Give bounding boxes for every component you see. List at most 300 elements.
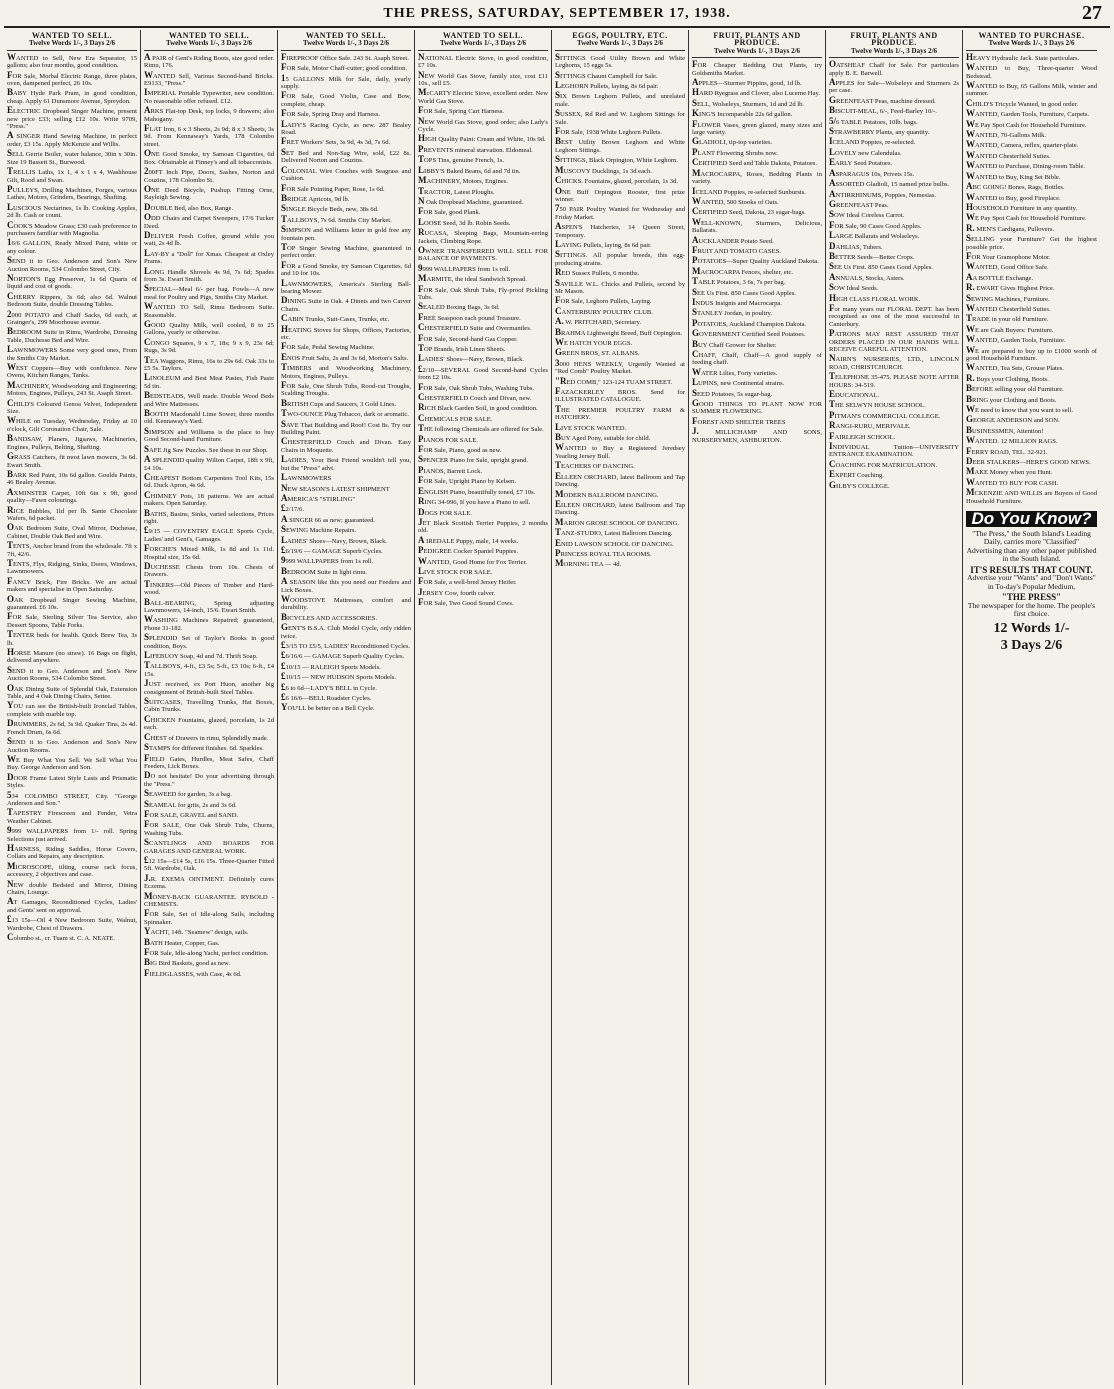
classified-ad: OWNER TRANSFERRED WILL SELL FOR BALANCE OF PAYMENTS. [418, 244, 548, 263]
classified-ad: FOR Sale Pointing Paper, Rose, 1s 6d. [281, 182, 385, 193]
classified-ad: FOR Sale, Motor Chaff-cutter; good condition. [281, 62, 408, 73]
classified-ad: FOR Sale, Second-hand Gas Copper. [418, 332, 518, 343]
classified-ad: CHESTERFIELD Couch and Divan. Easy Chairs in Moquette. [281, 436, 411, 454]
classified-ad: NORTON'S Egg Preserver, 1s 6d Quarts of liquid and cost of goods. [7, 272, 137, 291]
rates-line: Twelve Words 1/-, 3 Days 2/6 [144, 40, 274, 50]
classified-ad: BATH Heater, Copper, Gas. [144, 936, 220, 947]
classified-ad: J.R. EXEMA OINTMENT. Definitely cures Eczema. [144, 872, 274, 891]
classified-ad: WOODSTOVE Mattresses, comfort and durability. [281, 593, 411, 612]
classified-ad: "RED COMB," 123-124 TUAM STREET. [555, 375, 673, 386]
promo-box-line: 3 Days 2/6 [1000, 638, 1063, 654]
classified-ad: GREEN BROS, ST. ALBANS. [555, 347, 640, 358]
classified-column [826, 30, 963, 1385]
classified-ad: YACHT, 14ft. "Seamew" design, sails. [144, 926, 249, 937]
classified-ad: ASPEN'S Hatcheries, 14 Queen Street, Temporary. [555, 221, 685, 239]
classified-ad: DUCHESSE Chests from 10s. Chests of Drawers. [144, 560, 274, 579]
classified-ad: FOR Sale, Sterling Silver Tea Service, also Dessert Spoons, Table Forks. [7, 611, 137, 629]
classified-ad: SEAWEED for garden, 3s a bag. [144, 788, 232, 799]
classified-ad: GLADIOLI, tip-top varieties. [692, 136, 773, 147]
classified-ad: MACROCARPA Fences, shelter, etc. [692, 265, 794, 276]
classified-ad: MACROCARPA, Roses, Bedding Plants in variety. [692, 167, 822, 186]
classified-ad: A SPLENDID quality Wilton Carpet, 18ft x 9ft, £4 10s. [144, 454, 274, 472]
classified-ad: 750 PAIR Poultry Wanted for Wednesday and Friday Market. [555, 203, 685, 221]
classified-ad: OATSHEAF Chaff for Sale. For particulars apply B. E. Barwell. [829, 59, 959, 77]
section-heading: WANTED TO SELL. [305, 31, 387, 40]
classified-ad: NEW double Bedsted and Mirror, Dining Chairs, Lounge. [7, 878, 137, 896]
classified-ad: NEW SEASON'S LATEST SHIPMENT [281, 482, 390, 493]
classified-ad: 2000 POTATO and Chaff Sacks, 6d each, at Grainger's, 299 Moorhouse avenue. [7, 308, 137, 326]
classified-ad: FIELD Gates, Hurdles, Meat Safes, Chaff Feeders, Lick Boxes. [144, 752, 274, 770]
classified-ad: SELLING your Furniture? Get the highest possible price. [966, 233, 1097, 251]
classified-ad: HIGH Quality Paint: Cream and White, 10s 9d. [418, 133, 546, 144]
classified-ad: A SEASON like this you need our Feeders and Lick Boxes. [281, 576, 411, 594]
classified-ad: YOU can see the British-built Ironclad Tables, complete with marble top. [7, 700, 137, 718]
classified-ad: FOR Cheaper Bedding Out Plants, try Goldsmiths Market. [692, 59, 822, 77]
classified-ad: CHILD'S Coloured Genoa Velvet, Independent Size. [7, 397, 137, 416]
classified-ad: WANTED, 500 Stooks of Oats. [692, 195, 779, 206]
classified-ad: BUY Chaff Grower for Shelter. [692, 338, 777, 349]
classified-ad: MONEY-BACK GUARANTEE. RYBOLD - CHEMISTS. [144, 890, 274, 908]
classified-ad: £6 16/6—BELL Roadster Cycles. [281, 692, 372, 703]
classified-ad: ABC GOING! Bones, Rags, Bottles. [966, 181, 1065, 192]
classified-ad: GREENFEAST Peas. [829, 198, 889, 209]
classified-ad: JERSEY Cow, fourth calver. [418, 586, 496, 597]
classified-ad: MUSCOVY Ducklings, 1s 3d each. [555, 164, 652, 175]
classified-ad: WE Pay Spot Cash for Household Furniture. [966, 118, 1087, 129]
classified-ad: SAVILLE W.L. Chicks and Pullets, second by Mr Mason. [555, 277, 685, 295]
classified-ad: FOR Sale, Two Good Sound Cows. [418, 597, 514, 608]
classified-ad: WHILE on Tuesday, Wednesday, Friday at 10 o'clock, Gilt Coronation Chair, Sale. [7, 415, 137, 433]
classified-ad: WANTED to Buy, 65 Gallons Milk, winter and summer. [966, 80, 1097, 98]
classified-ad: £2/17/6. [281, 503, 304, 514]
classified-ad: WATER Lilies, Forty varieties. [692, 366, 778, 377]
classified-ad: DEER STALKERS—HERE'S GOOD NEWS. [966, 456, 1091, 467]
classified-ad: WANTED to Purchase, Dining-room Table. [966, 160, 1086, 171]
section-heading: WANTED TO SELL. [31, 31, 113, 40]
classified-ad: FOR Sale, Oak Shrub Tubs, Fly-proof Pickling Tubs. [418, 283, 548, 301]
classified-ad: TRACTOR, Latest Ploughs. [418, 185, 495, 196]
classified-ad: THE SELWYN HOUSE SCHOOL. [829, 399, 926, 410]
classified-ad: SITTINGS, Black Orpington, White Leghorn. [555, 154, 679, 165]
classified-ad: SUSSEX, Rd Red and W. Leghorn Sittings for Sale. [555, 108, 685, 126]
classified-ad: BIG Bird Baskets, good as new. [144, 957, 230, 968]
classified-ad: SEE Us First. 850 Cases Good Apples. [692, 286, 796, 297]
classified-ad: 9999 WALLPAPERS from 1/- roll. Spring Selections just arrived. [7, 825, 137, 843]
classified-ad: GRASS Catchers, fit most lawn mowers, 3s 6d. Ewart Smith. [7, 451, 137, 469]
classified-ad: DINING Suite in Oak. 4 Dinets and two Carver Chairs. [281, 295, 411, 313]
classified-ad: FOR Sale, One Shrub Tubs, Rood-cut Troughs, Scalding Troughs. [281, 380, 411, 398]
classified-column [689, 30, 826, 1385]
classified-ad: £10/15 — RALEIGH Sports Models. [281, 660, 381, 671]
rates-line: Twelve Words 1/-, 3 Days 2/6 [418, 40, 548, 50]
classified-ad: TALLBOYS, 7s 6d. Smiths City Market. [281, 213, 392, 224]
classified-ad: J. MILLICHAMP AND SONS, NURSERYMEN, ASHBURTON. [692, 426, 822, 444]
classified-ad: LINOLEUM and Best Meat Pastes, Fish Paste 5d tin. [144, 372, 274, 390]
classified-ad: LAYING Pullets, laying, 8s 6d pair. [555, 238, 652, 249]
promo-box-line: "The Press," the South Island's Leading Daily, carries more "Classified" Advertising than any other paper published in the South Island. [966, 528, 1097, 564]
classified-ad: ANNUALS, Stocks, Asters. [829, 271, 905, 282]
classified-ad: LEGHORN Pullets, laying, 8s 6d pair. [555, 80, 659, 91]
classified-ad: £9/15 — COVENTRY EAGLE Sports Cycle, Ladies' and Gent's, Gamages. [144, 525, 274, 543]
classified-ad: FOR Sale, Morbal Electric Range, three plates, oven, dampened perfect, 26 10s. [7, 69, 137, 88]
classified-ad: AT Gamages, Reconditioned Cycles, Ladies' and Gents' sent on approval. [7, 896, 137, 914]
classified-ad: KING'S Incomparable 22s 6d gallon. [692, 108, 793, 119]
classified-ad: CHEMICALS FOR SALE. [418, 412, 493, 423]
classified-ad: A PAIR of Gent's Riding Boots, size good order. Rimu, 176. [144, 51, 274, 70]
classified-ad: CHESTERFIELD Suite and Overmantles. [418, 322, 532, 333]
classified-ad: FOR Sale, 1938 White Leghorn Pullets. [555, 126, 663, 137]
classified-ad: FOR a Good Smoke, try Samoan Cigarettes. 6d and 10 for 10s. [281, 259, 411, 278]
classified-ad: SIX Brown Leghorn Pullets, and unrelated male. [555, 90, 685, 108]
classified-ad: TANZ-STUDIO, Latest Ballroom Dancing. [555, 527, 673, 538]
classified-ad: LIBBY'S Baked Beans, 6d and 7d tin. [418, 164, 521, 175]
classified-ad: FRET Workers' Sets, 3s 9d, 4s 3d, 7s 6d. [281, 136, 391, 147]
classified-ad: FERRY ROAD, TEL. 32-921. [966, 445, 1048, 456]
classified-ad: R. EWART Gives Highest Price. [966, 282, 1055, 293]
classified-ad: TAPESTRY Firescreen and Fender, Vetra Weather Cabinet. [7, 807, 137, 825]
classified-ad: FOR Sale, a well-bred Jersey Heifer. [418, 576, 517, 587]
classified-ad: 16/6 GALLON, Ready Mixed Paint, white or any colour. [7, 237, 137, 255]
classified-ad: DO not hesitate! Do your advertising through the "Press." [144, 770, 274, 788]
classified-ad: ASSORTED Gladioli, 15 named prize bulbs. [829, 178, 950, 189]
classified-ad: RUCASA, Sleeping Bags, Mountain-eering Jackets, Climbing Rope. [418, 227, 548, 245]
classified-ad: GENT'S B.S.A. Club Model Cycle, only ridden twice. [281, 622, 411, 640]
classified-ad: BATHS, Basins, Sinks, varied selections, Prices right. [144, 507, 274, 525]
classified-column [4, 30, 141, 1385]
classified-ad: HARNESS, Riding Saddles, Horse Covers, Collars and Repairs, any description. [7, 842, 137, 861]
classified-ad: WE are prepared to buy up to £1000 worth of good Household Furniture. [966, 344, 1097, 362]
classified-ad: BISCUIT-MEAL, 6/-, Feed-Barley 10/-. [829, 105, 937, 116]
classified-column [278, 30, 415, 1385]
classified-ad: ELECTRIC Dropbead Singer Machine, present new price £33; selling £12 10s. Write 9709, "Press." [7, 105, 137, 131]
classified-ad: DRUMMERS, 2s 6d, 3s 9d. Quaker Tins, 2s 4d. French Drum, 6s 6d. [7, 718, 137, 736]
classified-ad: ARKS Flat-top Desk, top locks, 9 drawers; also Mahogany. [144, 105, 274, 123]
classified-ad: CHEST of Drawers in rimu, Splendidly made. [144, 731, 269, 742]
classified-ad: TOP Brands, Irish Linen Sheets. [418, 343, 506, 353]
classified-ad: LADY'S Racing Cycle, as new. 287 Bealey Road. [281, 118, 411, 137]
classified-ad: WANTED, Good Home for Fox Terrier. [418, 555, 527, 566]
classified-ad: FOR Sale, Good Violin, Case and Bow, complete, cheap. [281, 90, 411, 108]
classified-ad: Colombo st., cr. Tuam st. C. A. NEATE. [7, 932, 115, 943]
classified-ad: RICE Bubbles, 1ld per lb. Sante Chocolate Wafers, 6d packet. [7, 504, 137, 522]
classified-ad: WANTED, 70-Gallons Milk. [966, 129, 1047, 140]
classified-ad: AUCKLANDER Potato Seed. [692, 234, 774, 245]
classified-ad: SIMPSON and Williams letter in gold free any fountain pen. [281, 224, 411, 242]
classified-columns [4, 30, 1110, 1385]
classified-ad: WANTED, Camera, reflex, quarter-plate. [966, 139, 1079, 150]
classified-ad: RING 34-996, If you have a Piano to sell. [418, 496, 531, 507]
classified-ad: SOW Ideal Coreless Carrot. [829, 209, 905, 220]
classified-column [552, 30, 689, 1385]
classified-ad: OAK Bedroom Suite, Oval Mirror, Duchesse, Cabinet, Double Oak Bed and Wire. [7, 522, 137, 540]
promo-box-line: 12 Words 1/- [993, 621, 1070, 637]
classified-ad: £10/15 — NEW HUDSON Sports Models. [281, 671, 397, 682]
classified-ad: SIMPSON and Williams is the place to buy Good Second-hand Furniture. [144, 425, 274, 444]
classified-ad: FOR Sale, Spring Dray and Harness. [281, 108, 381, 119]
classified-ad: CHILD'S Tricycle Wanted, in good order. [966, 97, 1078, 108]
classified-ad: WE Buy What You Sell. We Sell What You Buy. George Anderson and Son. [7, 753, 137, 772]
classified-ad: PREVENTS mineral starvation. Eldomeal. [418, 143, 533, 154]
classified-ad: FLAT Iron, 6 x 3 Sheets, 2s 9d; 8 x 3 Sheets, 3s 9d. From Kennaway's Yards, 178 Colombo street. [144, 123, 274, 148]
classified-ad: BETTER Seeds—Better Crops. [829, 250, 915, 261]
classified-ad: WE Pay Spot Cash for Household Furniture. [966, 212, 1087, 223]
classified-ad: SELL Gerrie Boiler, water balance, 30in x 30in. Size 19 Bassett St., Burwood. [7, 148, 137, 166]
classified-ad: WANTED Chesterfield Suites. [966, 149, 1051, 160]
classified-ad: WANTED to Buy a Registered Jeredsey Yearling Jersey Bull. [555, 442, 685, 460]
classified-ad: COLONIAL Wire Couches with Seagrass and Cushion. [281, 164, 411, 183]
rates-line: Twelve Words 1/-, 3 Days 2/6 [7, 40, 137, 50]
classified-ad: HORSE Manure (no straw). 16 Bags on flight, delivered anywhere. [7, 647, 137, 665]
classified-ad: LOVELY new Calendulas. [829, 146, 902, 157]
classified-ad: LIVE STOCK WANTED. [555, 421, 627, 432]
classified-ad: 3000 HENS WEEKLY, Urgently Wanted at "Red Comb" Poultry Market. [555, 357, 685, 376]
classified-ad: WANTED to Buy, Three-quarter Wood Bedstead. [966, 62, 1097, 80]
classified-ad: INDIVIDUAL Tuition—UNIVERSITY ENTRANCE EXAMINATION. [829, 441, 959, 459]
classified-ad: CHICKS. Fountains, glazed, porcelain, 1s 3d. [555, 175, 678, 186]
classified-ad: BABY Hyde Park Pram, in good condition, cheap. Apply 61 Dunsmore Avenue, Spreydon. [7, 87, 137, 105]
classified-ad: ODD Chairs and Carpet Sweepers, 17/6 Tucker Deed. [144, 212, 274, 230]
section-heading: WANTED TO SELL. [442, 31, 524, 40]
classified-ad: TOP Singer Sewing Machine, guaranteed in perfect order. [281, 241, 411, 260]
classified-ad: FOR SALE, GRAVEL and SAND. [144, 808, 239, 819]
classified-ad: IMPERIAL Portable Typewriter, new condition. No reasonable offer refused. £12. [144, 87, 274, 105]
classified-ad: N Oak Dropbead Machine, guaranteed. [418, 195, 524, 206]
classified-ad: TALLBOYS, 4-ft., £3 5s; 5-ft., £3 10s; 6-ft., £4 15s. [144, 660, 274, 678]
classified-ad: SEALED Boxing Bags, 3s 6d. [418, 301, 500, 312]
classified-ad: BARK Red Paint, 10s 6d gallon. Goulds Paints, 46 Bealey Avenue. [7, 468, 137, 487]
classified-ad: MORNING TEA — 4d. [555, 558, 622, 569]
classified-ad: DOGS FOR SALE. [418, 506, 472, 517]
classified-ad: GEORGE ANDERSON and SON. [966, 414, 1060, 425]
classified-ad: WE HATCH YOUR EGGS. [555, 337, 633, 347]
classified-ad: £13 15s—Oil 4 New Bedroom Suite, Walnut, Wardrobe, Chest of Drawers. [7, 914, 137, 932]
classified-ad: A SINGER Hand Sewing Machine, in perfect order, £3 15s. Apply McKenzie and Willis. [7, 130, 137, 148]
classified-ad: FREE Seaspoon each pound Treasure. [418, 311, 521, 322]
classified-ad: FOR Sale, Pedal Sewing Machine. [281, 341, 375, 352]
classified-ad: OAK Dining Suite of Splendid Oak, Extension Table, and 4 Oak Dining Chairs, Settee. [7, 682, 137, 701]
classified-ad: TENTER beds for health. Quick Brew Tea, 3s lb. [7, 629, 137, 647]
classified-ad: WANTED to Sell, New Era Separator, 15 gallons; also four months, good condition. [7, 51, 137, 70]
classified-ad: THE PREMIER POULTRY FARM & HATCHERY. [555, 403, 685, 422]
classified-ad: JUST received, ex Port Huon, another big consignment of British-built Steel Tables. [144, 678, 274, 696]
classified-ad: SEND it to Geo. Anderson and Son's New Auction Rooms, 534 Colombo Street, City. [7, 255, 137, 273]
classified-ad: HEATING Stoves for Shops, Offices, Factories, etc. [281, 323, 411, 341]
classified-ad: HARD Ryegrass and Clover, also Lucerne Hay. [692, 87, 821, 98]
classified-ad: 5/6 TABLE Potatoes, 10lb. bags. [829, 115, 918, 126]
classified-ad: GOOD THINGS TO PLANT NOW FOR SUMMER FLOWERING. [692, 398, 822, 416]
classified-ad: WANTED TO Sell, Rimu Bedroom Suite. Reasonable. [144, 301, 274, 319]
classified-ad: TABLE Potatoes, 3 6s, 7s per bag. [692, 276, 786, 287]
classified-ad: £6/16/6 — GAMAGE Superb Quality Cycles. [281, 650, 405, 661]
classified-ad: STAMPS for different finishes. 6d. Sparkles. [144, 742, 264, 753]
classified-ad: APPLES for Sale—Wolseleys and Sturmers 2s per case. [829, 77, 959, 95]
classified-ad: POTATOES, Auckland Champion Dakota. [692, 317, 807, 328]
classified-ad: R. Buys your Clothing, Boots. [966, 372, 1049, 383]
classified-ad: DAHLIAS, Tubers. [829, 240, 883, 251]
classified-ad: SPLENDID Set of Taylor's Books in good condition, Boys. [144, 632, 274, 650]
classified-ad: TOPS Tins, genuine French, 1s. [418, 154, 505, 165]
classified-ad: 15 GALLONS Milk for Sale, daily, yearly supply. [281, 72, 411, 91]
classified-ad: FOR Sale, Spring Cart Harness. [418, 105, 505, 116]
classified-ad: ONE Deed Bicycle, Pushup. Fitting Orne, Rayleigh Sewing. [144, 183, 274, 202]
classified-ad: 9999 WALLPAPERS from 1s roll. [418, 262, 511, 273]
classified-ad: HIGH CLASS FLORAL WORK. [829, 292, 921, 303]
classified-ad: £2/10—SEVERAL Good Second-hand Cycles from £2 10s. [418, 363, 548, 382]
promo-box-line: Advertise your "Wants" and "Don't Wants" in To-day's Popular Medium, [967, 573, 1096, 591]
classified-ad: FORCHE'S Mixed Milk, 1s 8d and 1s 11d. Hospital size, 15s 6d. [144, 543, 274, 561]
classified-ad: WANTED. 12 MILLION RAGS. [966, 435, 1058, 446]
rates-line: Twelve Words 1/-, 3 Days 2/6 [281, 40, 411, 50]
section-heading: EGGS, POULTRY, ETC. [572, 31, 668, 40]
classified-ad: ICELAND Poppies, re-selected. [829, 136, 916, 147]
classified-ad: EXPERT Coaching. [829, 469, 884, 480]
classified-ad: CONGO Squares, 9 x 7, 18s; 9 x 9, 23s 6d; Rugs, 3s 9d. [144, 336, 274, 355]
classified-ad: FOREST AND SHELTER TREES [692, 415, 786, 426]
classified-ad: EARLY Seed Potatoes. [829, 157, 893, 168]
classified-ad: PEDIGREE Cocker Spaniel Puppies. [418, 545, 518, 556]
classified-ad: TELEPHONE 35-475. PLEASE NOTE AFTER HOURS: 34-519. [829, 371, 959, 389]
classified-ad: STRAWBERRY Plants, any quantity. [829, 126, 930, 137]
classified-ad: LUSCIOUS Nectarines, 1s lb. Cooking Apples, 2d lb. Cash or count. [7, 201, 137, 220]
classified-ad: FOR Sale, good Plank. [418, 206, 481, 217]
classified-ad: FAZACKERLEY BROS. Send for ILLUSTRATED CATALOGUE. [555, 386, 685, 404]
classified-ad: SEWING Machine Repairs. [281, 524, 357, 535]
classified-ad: A IREDALE Puppy, male, 14 weeks. [418, 534, 519, 545]
classified-ad: BUSINESSMEN, Attention! [966, 424, 1044, 435]
classified-ad: WANTED to Buy, good Fireplace. [966, 191, 1061, 202]
classified-ad: WANTED Sell, Various Second-hand Bricks. E9133, "Press." [144, 69, 274, 88]
classified-ad: FOR Sale, Set of Idle-along Sails, including Spinnaker. [144, 908, 274, 926]
classified-ad: HOUSEHOLD Furniture in any quantity. [966, 201, 1078, 212]
classified-ad: TWO-OUNCE Plug Tobacco, dark or aromatic. [281, 408, 409, 419]
classified-ad: PLANT Flowering Shrubs now. [692, 146, 778, 157]
classified-ad: SAVE That Building and Roof! Cost 8s. Try our Building Paint. [281, 418, 411, 437]
classified-ad: WANTED, Tea Sets, Grouse Plates. [966, 362, 1064, 373]
classified-ad: 9999 WALLPAPERS from 1s roll. [281, 555, 374, 566]
classified-ad: FANCY Brick, Fire Bricks. We are actual makers and specialise in Open Saturday. [7, 575, 137, 594]
classified-ad: WELL-KNOWN, Sturmers, Delicious, Ballarats. [692, 216, 822, 235]
classified-ad: CHAFF, Chaff, Chaff—A good supply of feeding chaff. [692, 349, 822, 367]
classified-ad: MAKE Money when you Hunt. [966, 466, 1053, 477]
classified-ad: MCKENZIE AND WILLIS are Buyers of Good Household Furniture. [966, 487, 1097, 505]
classified-ad: WANTED, Garden Tools, Furniture, Carpets. [966, 108, 1090, 119]
classified-ad: SOW Ideal Seeds. [829, 282, 879, 293]
classified-ad: LAWNMOWERS, America's Sterling Ball-bearing Mower. [281, 277, 411, 295]
classified-ad: FOR SALE, One Oak Shrub Tubs, Churns, Washing Tubs. [144, 819, 274, 837]
classified-ad: MODERN BALLROOM DANCING. [555, 488, 659, 499]
classified-ad: BRIDGE Apricots, 9d lb. [281, 192, 350, 203]
classified-ad: BRING your Clothing and Boots. [966, 393, 1057, 404]
rates-line: Twelve Words 1/-, 3 Days 2/6 [829, 48, 959, 58]
masthead-rule [4, 26, 1110, 28]
classified-ad: LARGE Ballarats and Wolseleys. [829, 230, 920, 241]
classified-ad: PATRONS MAY REST ASSURED THAT ORDERS PLACED IN OUR HANDS WILL RECEIVE CAREFUL ATTENTION. [829, 328, 959, 353]
classified-ad: OAK Dropbead Singer Sewing Machine, guaranteed. £6 10s. [7, 593, 137, 611]
classified-ad: FOR Sale, Piano, good as new. [418, 444, 502, 455]
classified-ad: GOOD Quality Milk, well cooled, 8 to 25 Gallons, yearly or otherwise. [144, 319, 274, 337]
classified-ad: BANDSAW, Planers, Jigsaws, Machineries, Engines, Pulleys, Belting, Shafting. [7, 433, 137, 451]
classified-ad: £3/15 TO £5/5, LADIES' Reconditioned Cycles. [281, 640, 411, 650]
classified-ad: JET Black Scottish Terrier Puppies, 2 months old. [418, 516, 548, 535]
classified-ad: £12 15s—£14 5s, £16 15s. Three-Quarter Fitted 5ft. Wardrobe, Oak. [144, 854, 274, 873]
classified-ad: CHEAPEST Bottom Carpenters Tool Kits, 15s 6d. Duck Apron, 4s 6d. [144, 471, 274, 490]
classified-ad: LAWNMOWERS [281, 472, 332, 483]
classified-ad: SELL, Wolseleys, Sturmers, 1d and 2d lb. [692, 97, 805, 108]
classified-ad: THE following Chemicals are offered for Sale. [418, 423, 544, 434]
classified-ad: A SINGER 66 as new; guaranteed. [281, 513, 376, 524]
classified-ad: 200FT Inch Pipe, Doors, Sashes, Norton and Couzins, 178 Colombo St. [144, 166, 274, 184]
classified-ad: FOR Sale, Oak Shrub Tubs, Washing Tubs. [418, 381, 535, 392]
classified-column [415, 30, 552, 1385]
classified-column [141, 30, 278, 1385]
classified-ad: LADIES, Your Best Friend wouldn't tell you, but the "Press" advt. [281, 454, 411, 472]
masthead-title: THE PRESS, SATURDAY, SEPTEMBER 17, 1938. [383, 6, 731, 21]
promo-box-line: IT'S RESULTS THAT COUNT. [970, 564, 1093, 575]
classified-ad: SPENCER Piano for Sale, upright grand. [418, 454, 528, 465]
classified-ad: FLOWER Vases, green glazed, many sizes and large variety. [692, 118, 822, 137]
classified-ad: LAWNMOWERS Some very good ones, From the Smiths City Market. [7, 344, 137, 362]
classified-ad: SITTINGS Good Utility Brown and White Leghorns, 15 eggs 5s. [555, 51, 685, 70]
classified-ad: CHIMNEY Pots, 18 patterns. We are actual makers. Open Saturday. [144, 489, 274, 508]
classified-ad: ANTIRRHINUMS, Poppies, Nemesias. [829, 188, 937, 199]
classified-ad: ENGLISH Piano, beautifully toned, £7 10s. [418, 485, 536, 496]
classified-ad: NEW World Gas Stove, family size, cost £11 10s., sell £5. [418, 69, 548, 88]
classified-ad: CHESTERFIELD Couch and Divan, new. [418, 392, 532, 403]
classified-ad: SEND it to Geo. Anderson and Son's New Auction Rooms, 534 Colombo Street. [7, 664, 137, 683]
classified-ad: TRADE in your old Furniture. [966, 313, 1049, 324]
classified-ad: MICROSCOPE, tilting, course rack focus, accessory, 2 objectives and case. [7, 860, 137, 879]
classified-ad: FOR Your Gramophone Motor. [966, 250, 1051, 261]
classified-ad: PIANOS FOR SALE. [418, 433, 478, 444]
classified-ad: BEDROOM Suite in Rimu, Wardrobe, Dressing Table, Duchesse Bed and Wire. [7, 326, 137, 344]
section-heading: FRUIT, PLANTS AND PRODUCE. [713, 31, 801, 48]
classified-ad: SEAMEAL for grits, 2s and 3s 6d. [144, 798, 237, 809]
classified-ad: SPECIAL—Meal 6/- per bag. Fowls—A new meal for Poultry and Pigs, Smiths City Market. [144, 283, 274, 301]
classified-ad: CABIN Trunks, Suit-Cases, Trunks, etc. [281, 313, 390, 324]
classified-ad: LIVE STOCK FOR SALE. [418, 565, 493, 576]
classified-ad: BRAHMA Lightweight Breed, Buff Orpington. [555, 326, 683, 337]
rates-line: Twelve Words 1/-, 3 Days 2/6 [692, 48, 822, 58]
classified-ad: FAIRLEIGH SCHOOL. [829, 430, 896, 441]
classified-ad: AMERICA'S "STIRLING" [281, 492, 356, 503]
classified-ad: R. MEN'S Cardigans, Pullovers. [966, 222, 1055, 233]
classified-ad: CANTERBURY POULTRY CLUB. [555, 305, 653, 316]
classified-ad: DOUBLE Bed, also Box, Range. [144, 201, 234, 212]
classified-ad: BICYCLES AND ACCESSORIES. [281, 611, 377, 622]
classified-ad: FIELDGLASSES, with Case, 4s 6d. [144, 967, 242, 978]
classified-ad: ASPARAGUS 10s, Privets 15s. [829, 167, 915, 178]
classified-ad: SITTINGS Chaunt Campbell for Sale. [555, 69, 658, 80]
classified-ad: DOOR Frame Latest Style Lasts and Prismatic Styles. [7, 771, 137, 790]
classified-ad: RED Sussex Pullets, 6 months. [555, 267, 640, 278]
classified-ad: For many years our FLORAL DEPT. has been recognised as one of the most successful in Canterbury. [829, 302, 959, 328]
classified-ad: CERTIFIED Seed and Table Dakota, Potatoes. [692, 157, 818, 168]
classified-ad: BEST Utility Brown Leghorn and White Leghorn Sittings. [555, 136, 685, 154]
classified-ad: TENTS, Anchor brand from the wholesale. 7ft x 7ft, 42/6. [7, 540, 137, 558]
classified-ad: CHERRY Rippers, 3s 6d; also 6d. Walnut Bedroom Suite, double Dressing Tables. [7, 290, 137, 309]
classified-ad: SEE Us First. 850 Cases Good Apples. [829, 261, 933, 272]
classified-ad: WASHING Machines Repaired; guaranteed, Phone 31-182. [144, 614, 274, 632]
classified-ad: FRUIT AND TOMATO CASES. [692, 244, 781, 255]
classified-ad: PIANOS, Barrett Lock. [418, 464, 483, 475]
classified-ad: RICH Black Garden Soil, in good condition. [418, 402, 538, 413]
classified-ad: FOR Sale, Idle-along Yacht, perfect condition. [144, 947, 269, 958]
classified-ad: 534 COLOMBO STREET, City. "George Anderson and Son." [7, 789, 137, 807]
classified-ad: COACHING FOR MATRICULATION. [829, 458, 938, 469]
classified-ad: WANTED TO BUY FOR CASH. [966, 476, 1059, 487]
classified-ad: SITTINGS. All popular breeds, this egg-producing strains. [555, 249, 685, 267]
classified-ad: PULLEYS, Drilling Machines, Forges, various Lathes, Motors, Grinders, Bearings, Shafting. [7, 183, 137, 202]
